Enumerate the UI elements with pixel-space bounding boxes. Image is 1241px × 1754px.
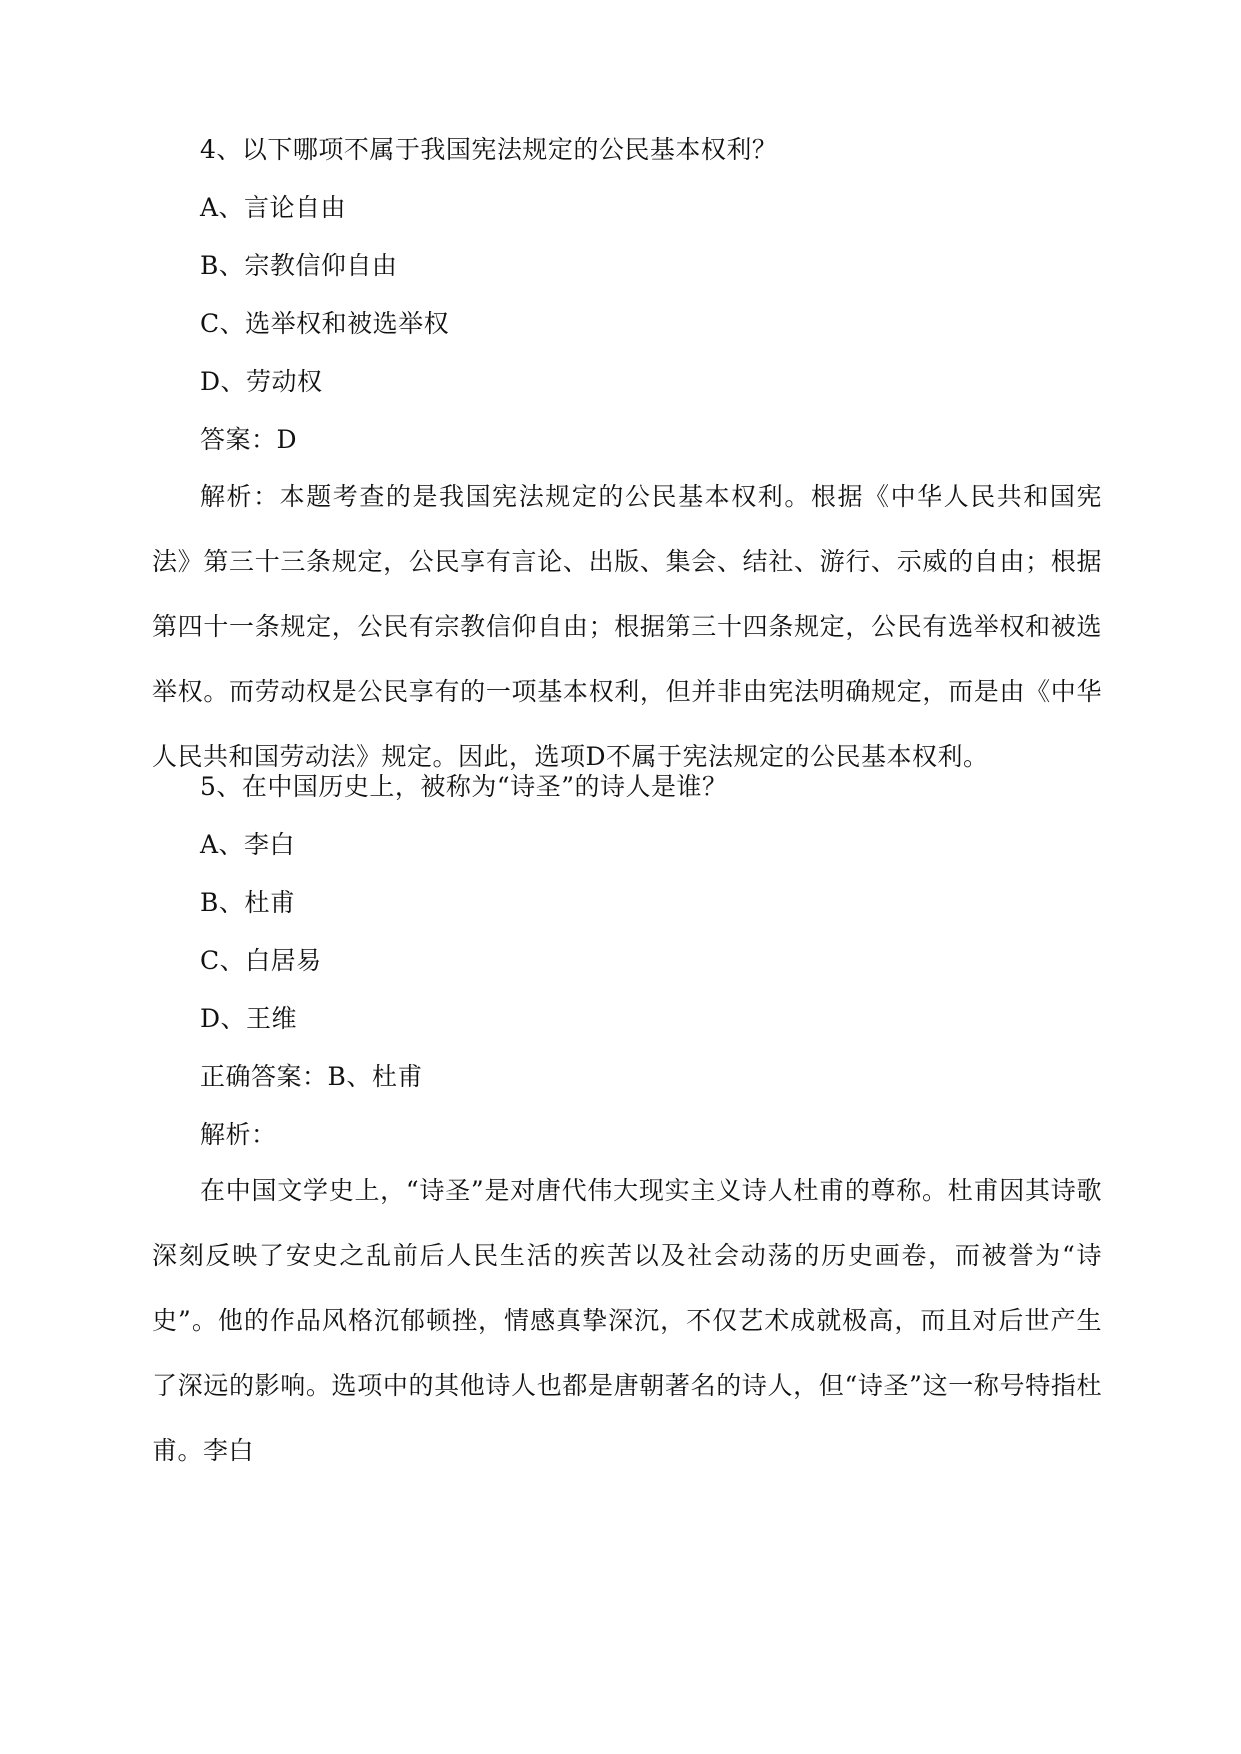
- question-4-answer: 答案：D: [200, 425, 298, 454]
- question-4-text: 4、以下哪项不属于我国宪法规定的公民基本权利？: [200, 135, 778, 164]
- question-5-option-b: B、杜甫: [200, 888, 296, 917]
- question-4-option-c: C、选举权和被选举权: [200, 309, 450, 338]
- question-5-analysis: 在中国文学史上，“诗圣”是对唐代伟大现实主义诗人杜甫的尊称。杜甫因其诗歌深刻反映了安史之乱前后人民生活的疾苦以及社会动荡的历史画卷，而被誉为“诗史”。他的作品风格沉郁顿挫，情感真挚深沉，不仅艺术成就极高，而且对后世产生了深远的影响。选项中的其他诗人也都是唐朝著名的诗人，但“诗圣”这一称号特指杜甫。李白: [152, 1176, 1102, 1465]
- question-5-option-d: D、王维: [200, 1004, 298, 1033]
- question-4-option-d: D、劳动权: [200, 367, 323, 396]
- question-5-answer: 正确答案：B、杜甫: [200, 1062, 423, 1091]
- question-4-analysis: 解析：本题考查的是我国宪法规定的公民基本权利。根据《中华人民共和国宪法》第三十三条规定，公民享有言论、出版、集会、结社、游行、示威的自由；根据第四十一条规定，公民有宗教信仰自由；根据第三十四条规定，公民有选举权和被选举权。而劳动权是公民享有的一项基本权利，但并非由宪法明确规定，而是由《中华人民共和国劳动法》规定。因此，选项D不属于宪法规定的公民基本权利。: [152, 482, 1102, 771]
- question-4-option-a: A、言论自由: [200, 193, 347, 222]
- question-5-analysis-label: 解析：: [200, 1120, 277, 1149]
- question-5-option-a: A、李白: [200, 830, 296, 859]
- question-4-option-b: B、宗教信仰自由: [200, 251, 398, 280]
- question-5-text: 5、在中国历史上，被称为“诗圣”的诗人是谁？: [200, 772, 728, 801]
- question-5-option-c: C、白居易: [200, 946, 322, 975]
